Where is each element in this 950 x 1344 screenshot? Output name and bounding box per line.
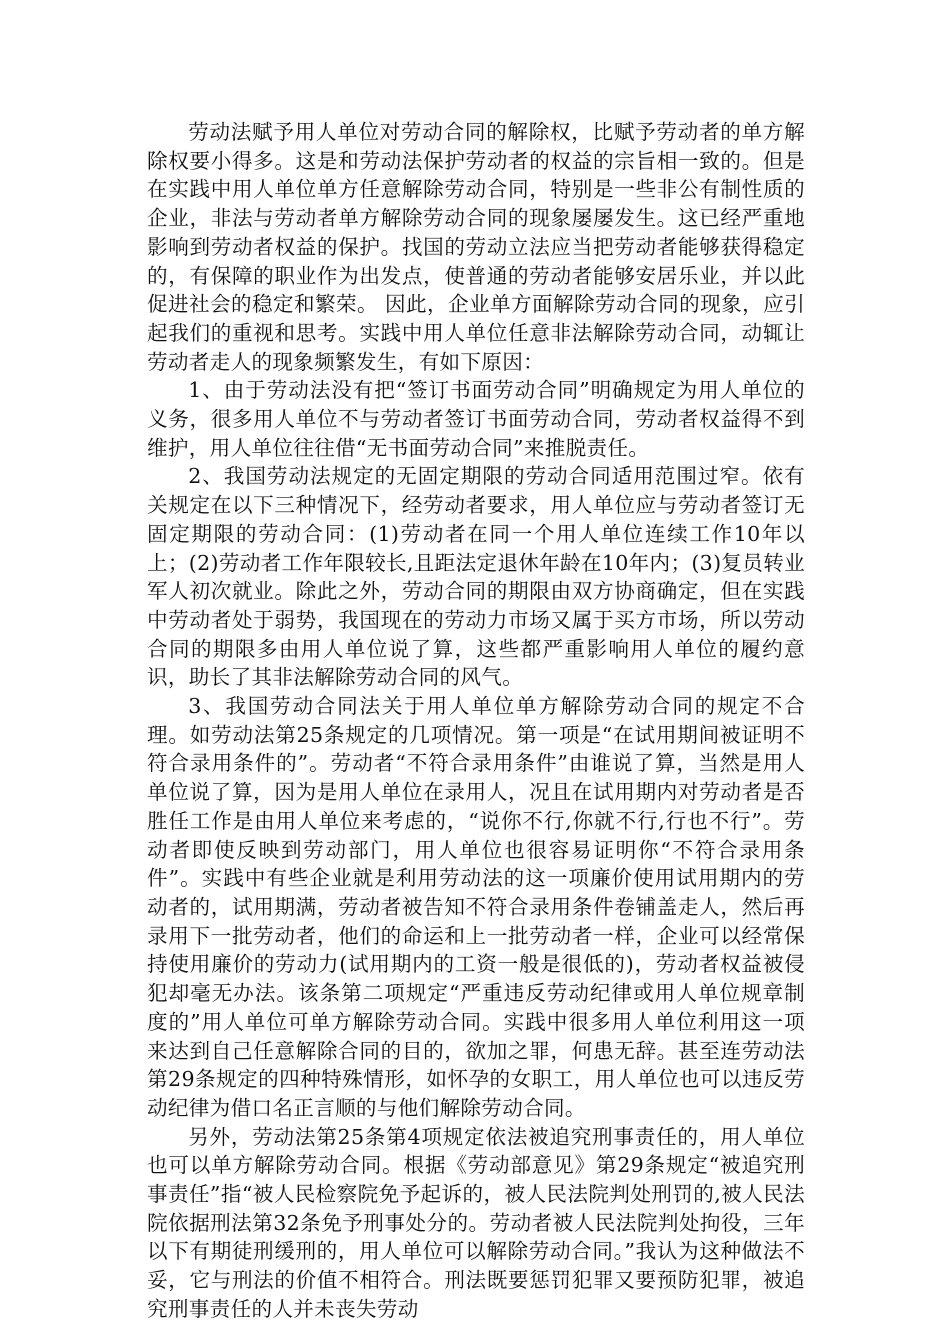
paragraph-additional: 另外，劳动法第25条第4项规定依法被追究刑事责任的，用人单位也可以单方解除劳动合同。根据《劳动部意见》第29条规定“被追究刑事责任”指“被人民检察院免予起诉的，被人民法院判处刑罚的,被人民法院依据刑法第32条免予刑事处分的。劳动者被人民法院判处拘役，三年以下有期徒刑缓刑的，用人单位可以解除劳动合同。”我认为这种做法不妥，它与刑法的价值不相符合。刑法既要惩罚犯罪又要预防犯罪，被追究刑事责任的人并未丧失劳动 xyxy=(147,1124,805,1321)
document-body xyxy=(147,118,805,1324)
paragraph-reason-3: 3、我国劳动合同法关于用人单位单方解除劳动合同的规定不合理。如劳动法第25条规定的几项情况。第一项是“在试用期间被证明不符合录用条件的”。劳动者“不符合录用条件”由谁说了算，当然是用人单位说了算，因为是用人单位在录用人，况且在试用期内对劳动者是否胜任工作是由用人单位来考虑的，“说你不行,你就不行,行也不行”。劳动者即使反映到劳动部门，用人单位也很容易证明你“不符合录用条件”。实践中有些企业就是利用劳动法的这一项廉价使用试用期内的劳动者的，试用期满，劳动者被告知不符合录用条件卷铺盖走人，然后再录用下一批劳动者，他们的命运和上一批劳动者一样，企业可以经常保持使用廉价的劳动力(试用期内的工资一般是很低的)，劳动者权益被侵犯却毫无办法。该条第二项规定“严重违反劳动纪律或用人单位规章制度的”用人单位可单方解除劳动合同。实践中很多用人单位利用这一项来达到自己任意解除合同的目的，欲加之罪，何患无辞。甚至连劳动法第29条规定的四种特殊情形，如怀孕的女职工，用人单位也可以违反劳动纪律为借口名正言顺的与他们解除劳动合同。 xyxy=(147,694,805,1120)
paragraph-intro: 劳动法赋予用人单位对劳动合同的解除权，比赋予劳动者的单方解除权要小得多。这是和劳动法保护劳动者的权益的宗旨相一致的。但是在实践中用人单位单方任意解除劳动合同，特别是一些非公有制性质的企业，非法与劳动者单方解除劳动合同的现象屡屡发生。这已经严重地影响到劳动者权益的保护。找国的劳动立法应当把劳动者能够获得稳定的，有保障的职业作为出发点，使普通的劳动者能够安居乐业，并以此促进社会的稳定和繁荣。 因此，企业单方面解除劳动合同的现象，应引起我们的重视和思考。实践中用人单位任意非法解除劳动合同，动辄让劳动者走人的现象频繁发生，有如下原因： xyxy=(147,120,805,374)
paragraph-reason-1: 1、由于劳动法没有把“签订书面劳动合同”明确规定为用人单位的义务，很多用人单位不与劳动者签订书面劳动合同，劳动者权益得不到维护，用人单位往往借“无书面劳动合同”来推脱责任。 xyxy=(147,378,805,460)
paragraph-reason-2: 2、我国劳动法规定的无固定期限的劳动合同适用范围过窄。依有关规定在以下三种情况下，经劳动者要求，用人单位应与劳动者签订无固定期限的劳动合同：(1)劳动者在同一个用人单位连续工作10年以上；(2)劳动者工作年限较长,且距法定退休年龄在10年内；(3)复员转业军人初次就业。除此之外，劳动合同的期限由双方协商确定，但在实践中劳动者处于弱势，我国现在的劳动力市场又属于买方市场，所以劳动合同的期限多由用人单位说了算，这些都严重影响用人单位的履约意识，助长了其非法解除劳动合同的风气。 xyxy=(147,464,805,690)
